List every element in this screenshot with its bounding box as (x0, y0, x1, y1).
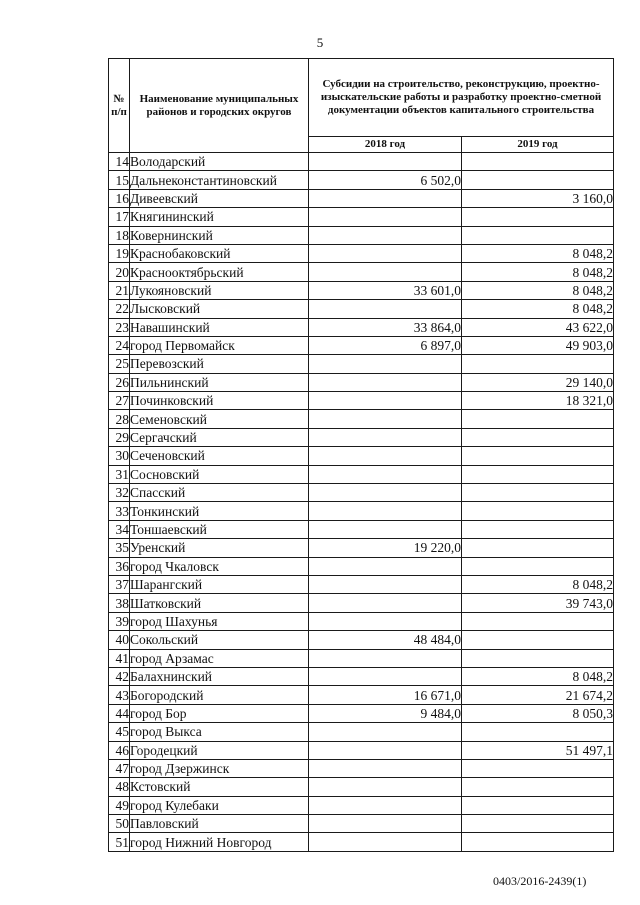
municipality-name: город Первомайск (130, 336, 309, 354)
header-name: Наименование муниципальных районов и городских округов (130, 59, 309, 153)
table-row (109, 355, 614, 373)
table-row (109, 373, 614, 391)
header-year-2018: 2018 год (309, 137, 462, 153)
row-number: 49 (109, 796, 130, 814)
subsidy-2019: 49 903,0 (462, 336, 614, 354)
municipality-name: Ковернинский (130, 226, 309, 244)
municipality-name: Княгининский (130, 208, 309, 226)
subsidy-2018 (309, 796, 462, 814)
row-number: 47 (109, 759, 130, 777)
subsidy-2018 (309, 153, 462, 171)
row-number: 29 (109, 428, 130, 446)
subsidy-2019: 8 048,2 (462, 244, 614, 262)
subsidy-2018 (309, 484, 462, 502)
subsidy-2018: 48 484,0 (309, 631, 462, 649)
row-number: 20 (109, 263, 130, 281)
row-number: 48 (109, 778, 130, 796)
table-row (109, 539, 614, 557)
row-number: 23 (109, 318, 130, 336)
table-row (109, 759, 614, 777)
header-year-2019: 2019 год (462, 137, 614, 153)
municipality-name: Павловский (130, 815, 309, 833)
table-row (109, 667, 614, 685)
municipality-name: Семеновский (130, 410, 309, 428)
subsidy-2018 (309, 300, 462, 318)
subsidy-2018: 6 502,0 (309, 171, 462, 189)
subsidy-2019 (462, 428, 614, 446)
row-number: 24 (109, 336, 130, 354)
row-number: 25 (109, 355, 130, 373)
header-subsidy: Субсидии на строительство, реконструкцию, проектно-изыскательские работы и разработку проектно-сметной документации объектов капитального строительства (309, 59, 614, 137)
municipality-name: Тоншаевский (130, 520, 309, 538)
municipality-name: Спасский (130, 484, 309, 502)
table-row (109, 833, 614, 851)
subsidy-2018 (309, 355, 462, 373)
municipality-name: Лысковский (130, 300, 309, 318)
municipality-name: Шатковский (130, 594, 309, 612)
row-number: 28 (109, 410, 130, 428)
municipality-name: Уренский (130, 539, 309, 557)
row-number: 44 (109, 704, 130, 722)
row-number: 19 (109, 244, 130, 262)
subsidy-2018: 6 897,0 (309, 336, 462, 354)
row-number: 30 (109, 447, 130, 465)
subsidy-table (108, 58, 614, 852)
municipality-name: Лукояновский (130, 281, 309, 299)
table-row (109, 502, 614, 520)
subsidy-2018 (309, 723, 462, 741)
subsidy-2018 (309, 594, 462, 612)
subsidy-2019 (462, 208, 614, 226)
subsidy-2018: 19 220,0 (309, 539, 462, 557)
municipality-name: Сосновский (130, 465, 309, 483)
municipality-name: Богородский (130, 686, 309, 704)
subsidy-2019 (462, 649, 614, 667)
table-row (109, 189, 614, 207)
subsidy-2018 (309, 189, 462, 207)
municipality-name: Краснобаковский (130, 244, 309, 262)
subsidy-2018 (309, 244, 462, 262)
table-row (109, 208, 614, 226)
row-number: 38 (109, 594, 130, 612)
row-number: 15 (109, 171, 130, 189)
table-row (109, 484, 614, 502)
municipality-name: Сеченовский (130, 447, 309, 465)
municipality-name: Сергачский (130, 428, 309, 446)
subsidy-2019: 8 048,2 (462, 575, 614, 593)
table-row (109, 171, 614, 189)
document-code: 0403/2016-2439(1) (493, 874, 587, 888)
table-row (109, 226, 614, 244)
subsidy-2019 (462, 778, 614, 796)
municipality-name: Дивеевский (130, 189, 309, 207)
subsidy-2018 (309, 667, 462, 685)
row-number: 46 (109, 741, 130, 759)
municipality-name: город Арзамас (130, 649, 309, 667)
table-row (109, 649, 614, 667)
municipality-name: город Нижний Новгород (130, 833, 309, 851)
municipality-name: Тонкинский (130, 502, 309, 520)
table-row (109, 594, 614, 612)
table-row (109, 447, 614, 465)
subsidy-2018 (309, 447, 462, 465)
table-body (109, 153, 614, 852)
subsidy-2018 (309, 778, 462, 796)
municipality-name: город Шахунья (130, 612, 309, 630)
row-number: 27 (109, 392, 130, 410)
subsidy-2019 (462, 833, 614, 851)
table-row (109, 300, 614, 318)
table-row (109, 336, 614, 354)
subsidy-2019: 8 048,2 (462, 263, 614, 281)
subsidy-2018 (309, 226, 462, 244)
municipality-name: Перевозский (130, 355, 309, 373)
row-number: 36 (109, 557, 130, 575)
subsidy-2019: 18 321,0 (462, 392, 614, 410)
table-row (109, 815, 614, 833)
subsidy-2018 (309, 465, 462, 483)
row-number: 43 (109, 686, 130, 704)
municipality-name: Володарский (130, 153, 309, 171)
subsidy-2018 (309, 410, 462, 428)
table-row (109, 318, 614, 336)
subsidy-2019: 39 743,0 (462, 594, 614, 612)
subsidy-2019: 8 050,3 (462, 704, 614, 722)
subsidy-2019: 29 140,0 (462, 373, 614, 391)
subsidy-2019: 3 160,0 (462, 189, 614, 207)
subsidy-2019 (462, 226, 614, 244)
subsidy-2019 (462, 171, 614, 189)
subsidy-2019 (462, 447, 614, 465)
subsidy-2019: 43 622,0 (462, 318, 614, 336)
subsidy-2018: 16 671,0 (309, 686, 462, 704)
row-number: 16 (109, 189, 130, 207)
table-row (109, 686, 614, 704)
subsidy-2019 (462, 520, 614, 538)
subsidy-2018 (309, 833, 462, 851)
municipality-name: Краснооктябрьский (130, 263, 309, 281)
subsidy-2018 (309, 649, 462, 667)
row-number: 39 (109, 612, 130, 630)
subsidy-2019 (462, 612, 614, 630)
subsidy-2018 (309, 575, 462, 593)
subsidy-2019 (462, 410, 614, 428)
row-number: 41 (109, 649, 130, 667)
subsidy-2018 (309, 208, 462, 226)
municipality-name: Навашинский (130, 318, 309, 336)
subsidy-2019 (462, 539, 614, 557)
table-row (109, 778, 614, 796)
row-number: 40 (109, 631, 130, 649)
municipality-name: Шарангский (130, 575, 309, 593)
subsidy-2019 (462, 815, 614, 833)
municipality-name: Балахнинский (130, 667, 309, 685)
subsidy-2019 (462, 153, 614, 171)
subsidy-2018 (309, 557, 462, 575)
table-row (109, 631, 614, 649)
table-row (109, 392, 614, 410)
subsidy-2019: 8 048,2 (462, 667, 614, 685)
table-row (109, 557, 614, 575)
row-number: 14 (109, 153, 130, 171)
page-number: 5 (316, 35, 324, 50)
subsidy-2019 (462, 631, 614, 649)
subsidy-2018: 33 601,0 (309, 281, 462, 299)
table-row (109, 575, 614, 593)
row-number: 51 (109, 833, 130, 851)
subsidy-2019: 21 674,2 (462, 686, 614, 704)
municipality-name: Починковский (130, 392, 309, 410)
row-number: 18 (109, 226, 130, 244)
table-row (109, 410, 614, 428)
table-row (109, 612, 614, 630)
table-row (109, 428, 614, 446)
subsidy-2018 (309, 520, 462, 538)
subsidy-2019: 8 048,2 (462, 300, 614, 318)
subsidy-2018 (309, 815, 462, 833)
subsidy-2018 (309, 373, 462, 391)
subsidy-2019 (462, 355, 614, 373)
subsidy-2018 (309, 392, 462, 410)
municipality-name: город Дзержинск (130, 759, 309, 777)
table-row (109, 244, 614, 262)
subsidy-2019 (462, 796, 614, 814)
subsidy-2019 (462, 484, 614, 502)
row-number: 42 (109, 667, 130, 685)
subsidy-2018 (309, 759, 462, 777)
row-number: 37 (109, 575, 130, 593)
table-row (109, 281, 614, 299)
subsidy-2018 (309, 612, 462, 630)
header-num: № п/п (109, 59, 130, 153)
row-number: 22 (109, 300, 130, 318)
row-number: 26 (109, 373, 130, 391)
municipality-name: город Кулебаки (130, 796, 309, 814)
municipality-name: Пильнинский (130, 373, 309, 391)
municipality-name: город Бор (130, 704, 309, 722)
row-number: 35 (109, 539, 130, 557)
municipality-name: Кстовский (130, 778, 309, 796)
subsidy-2018 (309, 263, 462, 281)
subsidy-2019 (462, 465, 614, 483)
subsidy-2019 (462, 759, 614, 777)
row-number: 21 (109, 281, 130, 299)
table-row (109, 796, 614, 814)
subsidy-2019: 51 497,1 (462, 741, 614, 759)
row-number: 45 (109, 723, 130, 741)
municipality-name: Сокольский (130, 631, 309, 649)
subsidy-2019 (462, 723, 614, 741)
table-row (109, 465, 614, 483)
subsidy-2018 (309, 741, 462, 759)
subsidy-2019: 8 048,2 (462, 281, 614, 299)
municipality-name: город Выкса (130, 723, 309, 741)
subsidy-2018 (309, 502, 462, 520)
municipality-name: Городецкий (130, 741, 309, 759)
row-number: 32 (109, 484, 130, 502)
table-row (109, 520, 614, 538)
subsidy-2019 (462, 557, 614, 575)
table-row (109, 704, 614, 722)
table-row (109, 741, 614, 759)
row-number: 31 (109, 465, 130, 483)
row-number: 17 (109, 208, 130, 226)
subsidy-2018: 33 864,0 (309, 318, 462, 336)
subsidy-2018: 9 484,0 (309, 704, 462, 722)
subsidy-2019 (462, 502, 614, 520)
municipality-name: Дальнеконстантиновский (130, 171, 309, 189)
row-number: 50 (109, 815, 130, 833)
row-number: 34 (109, 520, 130, 538)
municipality-name: город Чкаловск (130, 557, 309, 575)
table-row (109, 723, 614, 741)
subsidy-2018 (309, 428, 462, 446)
row-number: 33 (109, 502, 130, 520)
table-row (109, 263, 614, 281)
table-row (109, 153, 614, 171)
